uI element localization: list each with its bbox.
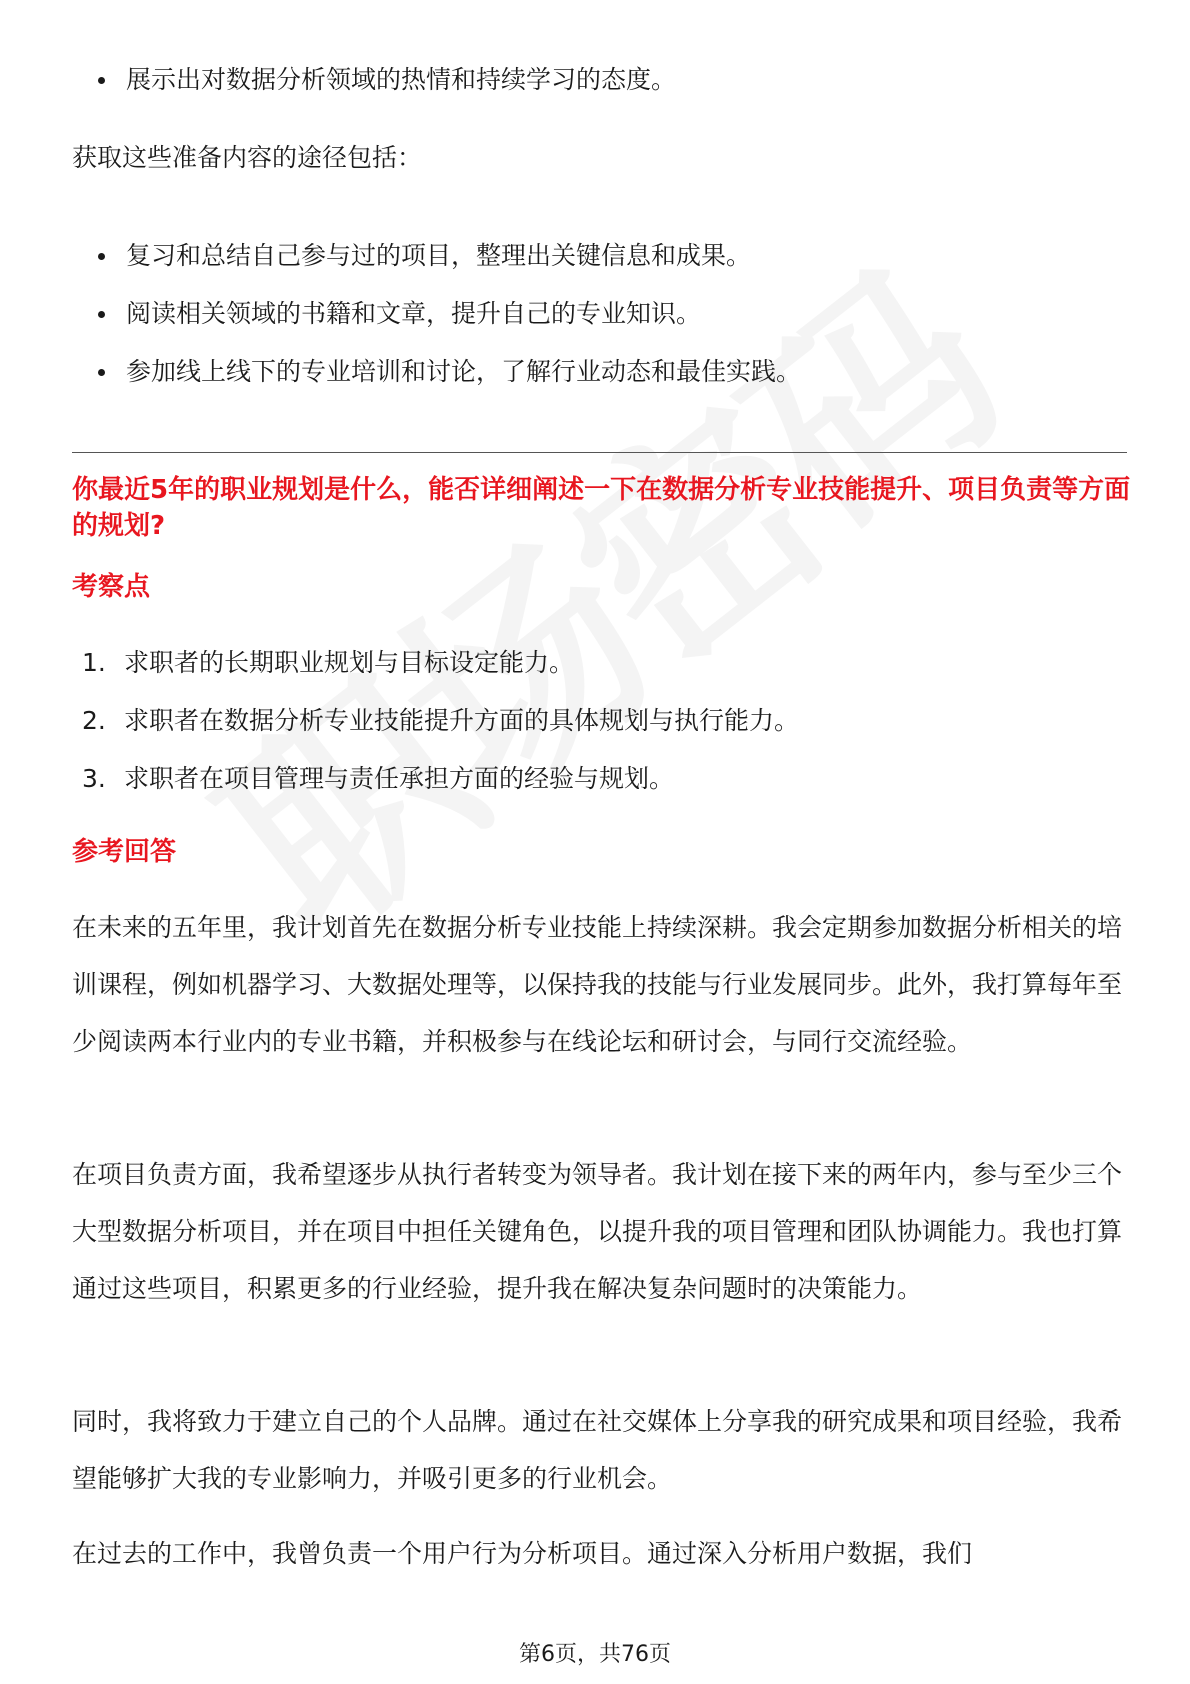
list-item: 复习和总结自己参与过的项目，整理出关键信息和成果。: [96, 238, 801, 274]
section-divider: [72, 452, 1127, 453]
item-text: 求职者在数据分析专业技能提升方面的具体规划与执行能力。: [124, 706, 800, 735]
list-item: [82, 645, 799, 681]
item-number: 1.: [82, 648, 106, 677]
list-item: 参加线上线下的专业培训和讨论，了解行业动态和最佳实践。: [96, 354, 801, 390]
item-number: 2.: [82, 706, 106, 735]
answer-paragraph: 在项目负责方面，我希望逐步从执行者转变为领导者。我计划在接下来的两年内，参与至少三个大型数据分析项目，并在项目中担任关键角色，以提升我的项目管理和团队协调能力。我也打算通过这些项目，积累更多的行业经验，提升我在解决复杂问题时的决策能力。: [72, 1160, 1123, 1303]
answer-paragraph: 在未来的五年里，我计划首先在数据分析专业技能上持续深耕。我会定期参加数据分析相关的培训课程，例如机器学习、大数据处理等，以保持我的技能与行业发展同步。此外，我打算每年至少阅读两本行业内的专业书籍，并积极参与在线论坛和研讨会，与同行交流经验。: [72, 913, 1123, 1056]
ways-intro: 获取这些准备内容的途径包括：: [72, 143, 423, 172]
examine-points-list: [82, 645, 799, 797]
item-text: 求职者在项目管理与责任承担方面的经验与规划。: [124, 764, 675, 793]
list-item: 阅读相关领域的书籍和文章，提升自己的专业知识。: [96, 296, 801, 332]
list-item: [82, 761, 799, 797]
intro-bullet-list: [96, 62, 676, 98]
answer-paragraph: 在过去的工作中，我曾负责一个用户行为分析项目。通过深入分析用户数据，我们: [72, 1539, 973, 1568]
question-heading: 你最近5年的职业规划是什么，能否详细阐述一下在数据分析专业技能提升、项目负责等方面的规划?: [72, 475, 1131, 541]
item-text: 求职者的长期职业规划与目标设定能力。: [124, 648, 575, 677]
examine-heading: 考察点: [72, 572, 151, 602]
item-number: 3.: [82, 764, 106, 793]
answer-heading: 参考回答: [72, 837, 177, 867]
answer-paragraph: 同时，我将致力于建立自己的个人品牌。通过在社交媒体上分享我的研究成果和项目经验，我希望能够扩大我的专业影响力，并吸引更多的行业机会。: [72, 1407, 1123, 1493]
list-item: [82, 703, 799, 739]
page-footer: 第6页，共76页: [519, 1642, 671, 1667]
list-item: 展示出对数据分析领域的热情和持续学习的态度。: [96, 62, 676, 98]
ways-list: [96, 238, 801, 390]
